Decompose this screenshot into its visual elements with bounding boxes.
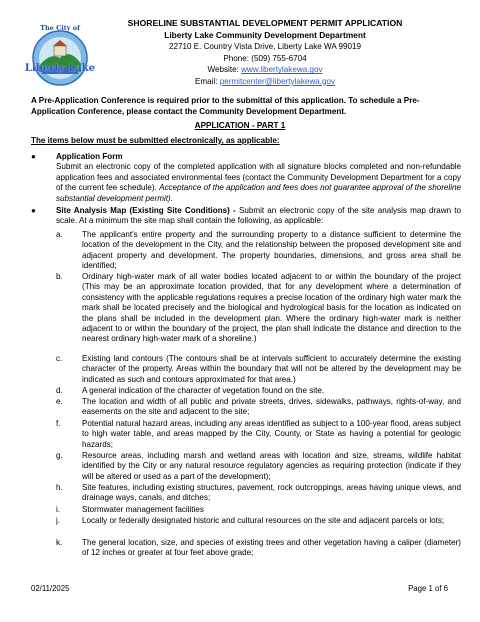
list-text: The applicant's entire property and the surrounding property to a distance sufficient to determine the location of the development in the City, and the relationship between the proposed development site and adjacent property and development. The property boundaries, dimensions, and gross area shall be identified;	[82, 230, 461, 271]
list-item-d	[56, 386, 461, 396]
list-text: Ordinary high-water mark of all water bodies located adjacent to or within the boundary of the project (This may be an approximate location provided, that for any development where a determination of consistency with the applicable regulations requires a precise location of the ordinary high water mark the mark shall be located precisely and the biological and hydrological basis for the location as indicated on the plans shall be included in the development plan. Where the ordinary high-water mark is neither adjacent to or within the boundary of the project, the plan shall indicate the distance and direction to the nearest ordinary high-water mark of a shoreline.)	[82, 272, 461, 344]
footer-page-number: Page 1 of 6	[408, 584, 448, 593]
list-letter: h.	[56, 483, 63, 492]
list-letter: a.	[56, 230, 63, 239]
list-text: A general indication of the character of vegetation found on the site.	[82, 386, 325, 395]
list-item-b	[56, 272, 461, 345]
list-text: Resource areas, including marsh and wetland areas with location and size, streams, wildlife habitat identified by the City or any natural resource regulatory agencies as requiring protection (indicate if they will be altered or used as a part of the development);	[82, 451, 461, 481]
list-text: The location and width of all public and private streets, drives, sidewalks, pathways, rights-of-way, and easements on the site and adjacent to the site;	[82, 397, 461, 417]
list-letter: i.	[56, 505, 61, 514]
list-item-c	[56, 354, 461, 385]
form-title: SHORELINE SUBSTANTIAL DEVELOPMENT PERMIT APPLICATION	[127, 18, 403, 28]
website-line	[90, 64, 440, 76]
bullet-title: Application Form	[56, 152, 123, 161]
list-item-g	[56, 451, 461, 482]
department-phone: Phone: (509) 755-6704	[223, 53, 307, 63]
email-label: Email:	[194, 76, 220, 86]
items-heading: The items below must be submitted electronically, as applicable:	[31, 136, 280, 145]
bullet-text	[56, 162, 461, 204]
part-title: APPLICATION - PART 1	[194, 121, 286, 130]
list-text: Site features, including existing structures, pavement, rock outcroppings, areas having unique views, and drainage ways, canals, and ditches;	[82, 483, 461, 503]
department-name: Liberty Lake Community Development Department	[164, 30, 366, 40]
bullet-site-analysis-map	[31, 206, 461, 227]
list-letter: k.	[56, 538, 63, 547]
footer-date: 02/11/2025	[31, 584, 70, 593]
list-item-e	[56, 397, 461, 418]
list-letter: b.	[56, 272, 63, 281]
bullet-title: Site Analysis Map (Existing Site Conditions) -	[56, 206, 236, 215]
list-item-k	[56, 538, 461, 559]
logo-bottom-text: Liberty Lake	[24, 63, 96, 74]
bullet-icon: ●	[31, 152, 36, 161]
list-letter: g.	[56, 451, 63, 460]
list-item-h	[56, 483, 461, 504]
list-letter: d.	[56, 386, 63, 395]
logo-top-text: The City of	[40, 24, 80, 32]
email-link[interactable]: permitcenter@libertylakewa.gov	[219, 76, 336, 86]
list-item-f	[56, 419, 461, 450]
list-text: Existing land contours (The contours shall be at intervals sufficient to accurately determine the existing character of the property. Areas within the boundary that will not be altered by the development may be indicated as such and contours approximated for that area.)	[82, 354, 461, 384]
list-item-j	[56, 516, 461, 526]
pre-application-note: A Pre-Application Conference is required prior to the submittal of this application. To schedule a Pre-Application Conference, please contact the Community Development Department.	[31, 96, 420, 116]
list-text: Locally or federally designated historic and cultural resources on the site and adjacent parcels or lots;	[82, 516, 445, 525]
document-header	[90, 18, 440, 87]
list-letter: e.	[56, 397, 63, 406]
list-text: Stormwater management facilities	[82, 505, 204, 514]
list-item-i	[56, 505, 461, 515]
list-item-a	[56, 230, 461, 272]
bullet-body-text: Submit an electronic copy of the completed application with all signature blocks completed and non-refundable application fees and associated environmental fees (contact the Community Development Department for a copy of the current fee schedule).	[56, 162, 461, 193]
list-letter: j.	[56, 516, 61, 525]
list-letter: f.	[56, 419, 61, 428]
bullet-icon: ●	[31, 206, 36, 215]
bullet-italic-note: Acceptance of the application and fees does not guarantee approval of the shoreline substantial development permit).	[56, 183, 462, 203]
email-line	[90, 76, 440, 88]
list-text: The general location, size, and species of existing trees and other vegetation having a caliper (diameter) of 12 inches or greater at four feet above grade;	[82, 538, 461, 558]
department-address: 22710 E. Country Vista Drive, Liberty Lake WA 99019	[168, 42, 362, 51]
list-text: Potential natural hazard areas, including any areas identified as subject to a 100-year flood, areas subject to high water table, and areas mapped by the City, County, or State as having a potential for geologic hazards;	[82, 419, 461, 449]
website-link[interactable]: www.libertylakewa.gov	[241, 65, 323, 75]
bullet-body-text: Submit an electronic copy of the site analysis map drawn to scale. At a minimum the site map shall contain the following, as applicable:	[56, 206, 462, 226]
city-logo	[24, 24, 96, 88]
city-logo-graphic	[30, 28, 90, 88]
bullet-application-form	[31, 152, 461, 204]
website-label: Website:	[207, 65, 242, 75]
list-letter: c.	[56, 354, 63, 363]
